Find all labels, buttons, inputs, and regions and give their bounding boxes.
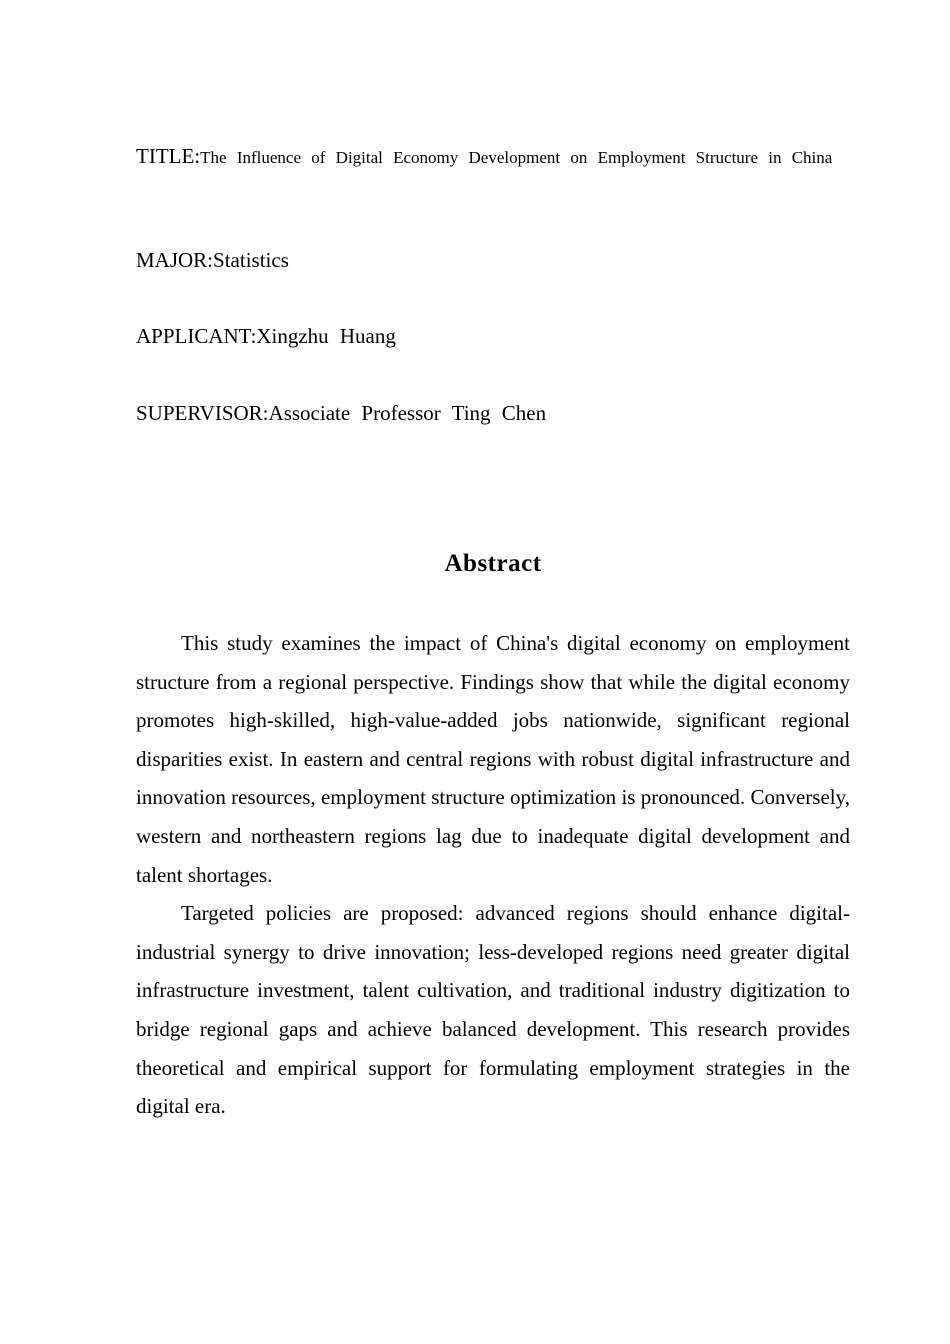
applicant-line (136, 324, 396, 349)
title-label: TITLE: (136, 144, 201, 168)
abstract-paragraph: This study examines the impact of China's digital economy on employment structure from a regional perspective. Findings show that while the digital economy promotes high-skilled, high-value-added jobs nationwide, significant regional disparities exist. In eastern and central regions with robust digital infrastructure and innovation resources, employment structure optimization is pronounced. Conversely, western and northeastern regions lag due to inadequate digital development and talent shortages. (136, 631, 850, 887)
supervisor-line (136, 401, 546, 426)
abstract-body (136, 624, 850, 1126)
abstract-heading: Abstract (444, 550, 542, 577)
major-label: MAJOR: (136, 248, 214, 272)
thesis-title (136, 126, 850, 189)
applicant-label: APPLICANT: (136, 324, 257, 348)
abstract-paragraph: Targeted policies are proposed: advanced regions should enhance digital-industrial synergy to drive innovation; less-developed regions need greater digital infrastructure investment, talent cultivation, and traditional industry digitization to bridge regional gaps and achieve balanced development. This research provides theoretical and empirical support for formulating employment strategies in the digital era. (136, 901, 850, 1119)
applicant-value: Xingzhu Huang (256, 324, 396, 348)
supervisor-label: SUPERVISOR: (136, 401, 269, 425)
title-text: The Influence of Digital Economy Development on Employment Structure in China (200, 148, 833, 167)
supervisor-value: Associate Professor Ting Chen (268, 401, 547, 425)
major-value: Statistics (213, 248, 289, 272)
major-line (136, 248, 289, 273)
